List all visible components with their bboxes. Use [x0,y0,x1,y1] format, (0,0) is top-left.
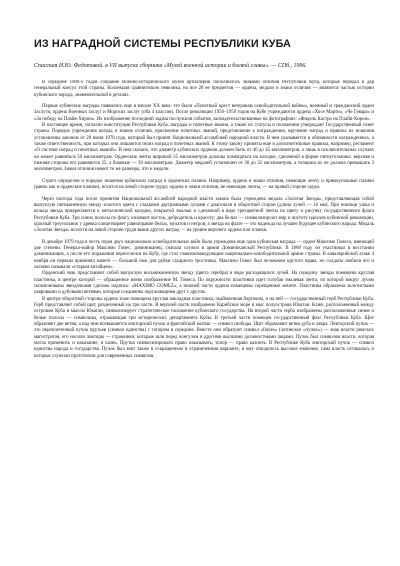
paragraph-2: Первые кубинские награды появились еще в начале XX века: это были «Почетный крест ветеранам освободительной войны», военный и гражданский орден Заслуги, ордена Военных заслуг и Морских заслуг (оба 4 классов). После революции 1956–1959 годов на Кубе учреждаются ордена «Хосе Марти», «Че Гевара» и «За победу на Плайя-Хирон». Их изображение последний задача послужили события, засвидетельствованные на фотографиях: «Фидель Кастро на Плайя-Хирон». [34,104,374,122]
paragraph-7: Орденский знак представляет собой выпуклую восьмиконечную звезду (цвета серебра) в виде расходящихся лучей. На середину звезды помещена круглая пластинка, в центре которой — обращенное влево изображение М. Гомеса. По окружности пластинки идет голубая эмалевая лента, по которой вокруг лучом скомпонованы звездочками сделана надпись: «MAXIMO GOMEZ», а нижней части ордена помещены скрещенные мачете. Пластинка обрамлена золотистыми лавровыми и дубовыми ветвями, которые соединены окружающими друг с другом. [34,271,374,296]
article-title: ИЗ НАГРАДНОЙ СИСТЕМЫ РЕСПУБЛИКИ КУБА [34,38,291,50]
paragraph-4: Строго определен и порядок ношения кубинских наград и орденских планок. Например, ордена и знаки отличия, имеющие ленту и прямоугольные планки (равно как и орденские планки), носятся на левой стороне груди; ордена и знаки отличия, не имеющие ленты, — на правой стороне груди. [34,178,374,191]
paragraph-1: В середине 1980-х годов собрание Военно-исторического музея артиллерии пополнилось знаками отличия Республики Куба, которые передал в дар генеральный консул этой страны. Коллекция сравнительно невелика, но все 28 ее предметов — ордена, медали и знаки отличия — являются частью истории кубинского народа, знаменательной в деталях. [34,80,374,98]
paragraph-8: В центре оборотной стороны ордена тоже помещена круглая накладная пластинка, окаймленная бортиком, и на ней — государственный герб Республики Куба. Герб представляет собой щит, разделенный на три части. В верхней части изображено Карибское море и мыс полуострова Юкатан. Ключ, расположенный между островом Куба и мысом Юкатан, символизирует стратегическое положение кубинского государства. На второй части герба изображены расположенные синие и белые полосы — символика, отражающая три исторических департамента Кубы. В третьей части помещен государственный флаг Республики Куба. Щит обрамляет две ветви, а над ним возвышается ликторский пучок и фригийский колпак — символ свободы. Щит обрамляют ветви дуба и лавра. Ликторский пучок — это переплетенный пучок прутьев (символ единства) с топором в середине. Вместе они образуют символ «fasces» (латинское «пучок») — знак власти римских магистратов, его носили ликторы — стражники, которые шли перед консулом и другими высшими должностными лицами. Пучок был символом власти, которая могла применить и наказание, и казнь. Прутья символизировали право наказывать, топор — право казнить. В Республике Куба ликторский пучок — символ единства народа и государства. Пучок был взят также в сокращенном и ограниченном варианте, и ему отводилось высокое значение, сама власть оставалась и которые служили прототипом для современных символов. [34,296,374,359]
paragraph-6: В декабре 1979 года в честь героя двух национально-освободительных войн была учреждена еще одна кубинская награда — орден Максимо Гомеса, имеющий две степени. Генерал-майор Максимо Гомес, доминиканец, сначала служил в армии Доминиканской Республики. В 1868 году он участвовал в восстании доминиканцев, а после его поражения переселился на Кубу, где стал главнокомандующим национально-освободительной армии страны. В кавалерийской атаке 4 ноября он первым применял мачете — большой нож для рубки сахарного тростника. Максимо Гомес был человеком крутого нрава, но солдаты любили его и ласково называли «старым китайцем». [34,239,374,270]
paragraph-3: В настоящее время, согласно конституции Республики Куба, награды и почетные звания, а также их статусы и положения утверждает Государственный совет страны. Порядок учреждения наград и знаков отличия, присвоение почетных званий, представление к награждению, вручение наград и правила их ношения установлены законом от 28 июля 1978 года, который был принят Национальной ассамблеей народной власти. В нем указывается и обязанности награжденных, а также ответственность, при которых они лишаются своих наград и почетных званий. К этому закону приняты еще и дополнительные правила, например, регламент «О системе наград и почетных званий». В нем сказано, что диаметр кубинских орденов должен быть от 40 до 45 миллиметров, а лишь в исключительных случаях он может равняться 50 миллиметрам. Орденские ленты шириной 35 миллиметров должны помещаться на колодке, сделанной в форме пятиугольника: верхняя и нижняя стороны его равняются 25, а боковые — 30 миллиметрам. Диаметр медалей установлен от 30 до 32 миллиметров, а толщина их не должна превышать 3 миллиметров. Знаки отличия имеют те же размеры, что и медали. [34,123,374,173]
source-citation: Спасская И.Ю. Федотовой. в VII выпуске сборника «Музей военной истории и боевой славы». — СПб., 1996. [34,63,307,69]
paragraph-5: Через полгода года после принятия Национальной ассамблей народной власти закона была учреждена медаль «Золотая Звезда», представляющая собой выпуклую пятиконечную звезду золотого цвета с гладкими двугранными лучами с диагонали в оборотной сторон (длина лучей — 16 мм). При помощи ушка и кольца звезда прикрепляется к металлической колодке, покрытой эмалью и сделанной в виде трехцветной ленты по цвету и рисунку государственного флага Республики Куба. Три синих полосы по флагу означают восток, добродетель и красоту; два белых — символизируют мир и чистоту идеалов кубинской революции, красный треугольник у древка олицетворяет равноправие белых, мулатов и негров, а звезда на флаге — это надежда на лучшее будущее кубинского народа. Медаль «Золотая Звезда» носится на левой стороне груди выше других наград — на уровне верхнего ордена или планки. [34,196,374,234]
article-body [34,80,374,550]
